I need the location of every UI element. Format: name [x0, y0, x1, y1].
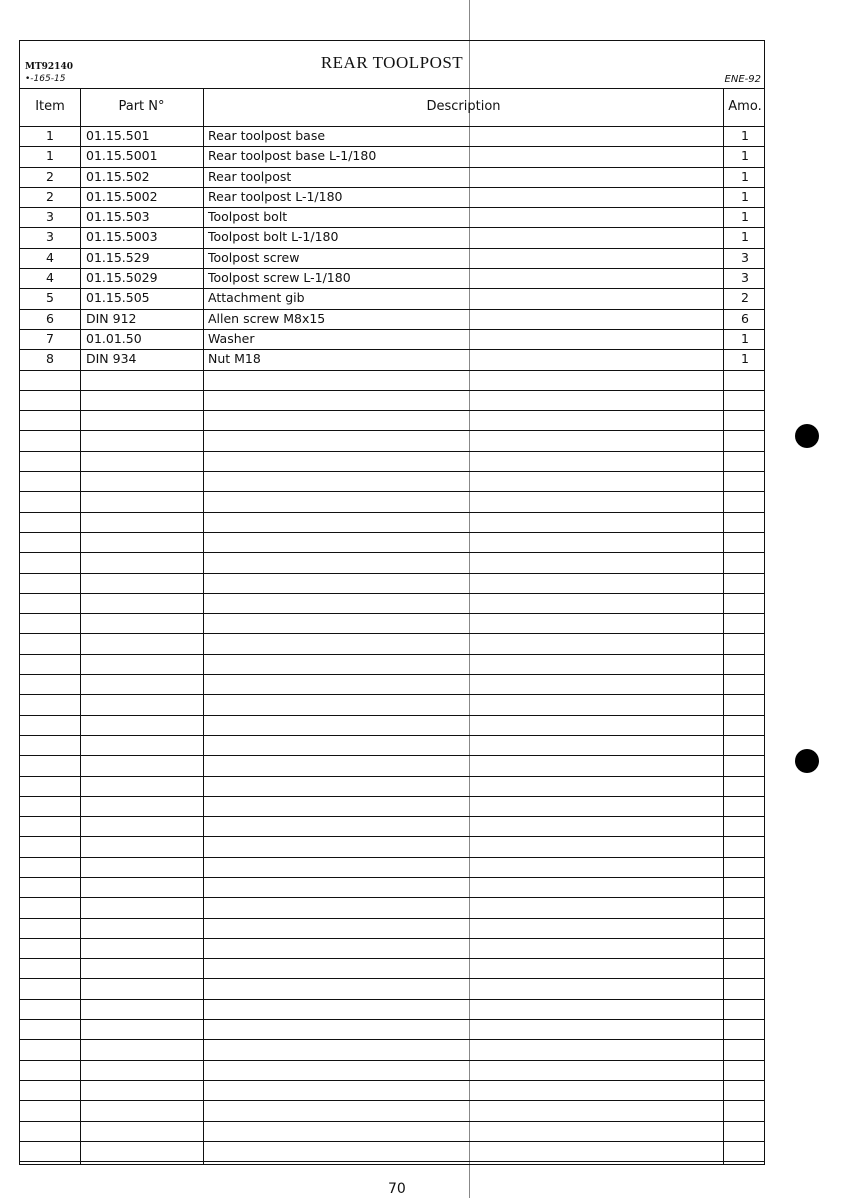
punch-hole: [795, 749, 819, 773]
empty-table-row: [20, 716, 764, 736]
empty-table-row: [20, 1020, 764, 1040]
empty-table-row: [20, 1040, 764, 1060]
empty-table-row: [20, 1122, 764, 1142]
column-header-row: [20, 89, 764, 127]
empty-table-row: [20, 614, 764, 634]
item-cell: 7: [46, 330, 54, 346]
part-number-cell: 01.15.529: [86, 249, 150, 265]
part-number-cell: 01.15.505: [86, 290, 150, 306]
table-row: [20, 208, 764, 228]
description-cell: Rear toolpost base: [208, 128, 326, 143]
empty-table-row: [20, 634, 764, 654]
empty-table-row: [20, 655, 764, 675]
description-cell: Toolpost screw L-1/180: [208, 270, 351, 286]
sheet-header: [20, 41, 764, 89]
empty-table-row: [20, 553, 764, 573]
empty-table-row: [20, 939, 764, 959]
description-cell: Rear toolpost L-1/180: [208, 188, 343, 204]
empty-table-row: [20, 858, 764, 878]
column-header-description: Description: [426, 99, 501, 114]
empty-table-row: [20, 492, 764, 512]
table-row: [20, 168, 764, 188]
empty-table-row: [20, 1081, 764, 1101]
table-row: [20, 249, 764, 269]
amount-cell: 1: [741, 330, 749, 346]
item-cell: 4: [46, 270, 54, 286]
drawing-code: MT92140: [25, 62, 73, 72]
description-cell: Attachment gib: [208, 290, 305, 306]
empty-table-row: [20, 594, 764, 614]
table-row: [20, 269, 764, 289]
part-number-cell: 01.15.5001: [86, 148, 158, 164]
empty-table-row: [20, 695, 764, 715]
amount-cell: 6: [741, 310, 749, 326]
empty-table-row: [20, 411, 764, 431]
item-cell: 2: [46, 168, 54, 184]
table-row: [20, 188, 764, 208]
empty-table-row: [20, 1000, 764, 1020]
column-header-amount: Amo.: [728, 99, 762, 114]
empty-table-row: [20, 959, 764, 979]
table-row: [20, 228, 764, 248]
item-cell: 1: [46, 148, 54, 164]
item-cell: 2: [46, 188, 54, 204]
empty-table-row: [20, 431, 764, 451]
table-row: [20, 147, 764, 167]
empty-table-row: [20, 1061, 764, 1081]
part-number-cell: 01.15.5029: [86, 270, 158, 286]
empty-table-row: [20, 675, 764, 695]
amount-cell: 1: [741, 128, 749, 143]
empty-table-row: [20, 736, 764, 756]
description-cell: Washer: [208, 330, 255, 346]
empty-table-row: [20, 777, 764, 797]
part-number-cell: DIN 912: [86, 310, 137, 326]
amount-cell: 1: [741, 229, 749, 245]
table-row: [20, 330, 764, 350]
table-row: [20, 350, 764, 370]
description-cell: Toolpost bolt: [208, 209, 288, 225]
empty-table-row: [20, 452, 764, 472]
empty-table-row: [20, 371, 764, 391]
amount-cell: 3: [741, 249, 749, 265]
table-row: [20, 310, 764, 330]
punch-hole: [795, 424, 819, 448]
empty-table-row: [20, 513, 764, 533]
amount-cell: 1: [741, 168, 749, 184]
empty-table-row: [20, 817, 764, 837]
empty-table-row: [20, 1101, 764, 1121]
item-cell: 1: [46, 128, 54, 143]
empty-table-row: [20, 472, 764, 492]
description-cell: Toolpost bolt L-1/180: [208, 229, 339, 245]
description-cell: Toolpost screw: [208, 249, 300, 265]
amount-cell: 2: [741, 290, 749, 306]
empty-table-row: [20, 919, 764, 939]
empty-table-row: [20, 979, 764, 999]
table-row: [20, 289, 764, 309]
empty-table-row: [20, 1142, 764, 1162]
amount-cell: 1: [741, 148, 749, 164]
description-cell: Rear toolpost base L-1/180: [208, 148, 377, 164]
description-cell: Nut M18: [208, 351, 261, 367]
empty-table-row: [20, 898, 764, 918]
table-row: [20, 127, 764, 147]
part-number-cell: 01.15.501: [86, 128, 150, 143]
item-cell: 4: [46, 249, 54, 265]
item-cell: 6: [46, 310, 54, 326]
column-header-part: Part N°: [118, 99, 165, 114]
item-cell: 5: [46, 290, 54, 306]
part-number-cell: 01.15.503: [86, 209, 150, 225]
part-number-cell: DIN 934: [86, 351, 137, 367]
empty-table-row: [20, 533, 764, 553]
item-cell: 3: [46, 229, 54, 245]
sheet-title: REAR TOOLPOST: [320, 53, 464, 72]
amount-cell: 3: [741, 270, 749, 286]
description-cell: Rear toolpost: [208, 168, 292, 184]
date-code: ENE-92: [724, 74, 761, 85]
amount-cell: 1: [741, 188, 749, 204]
reference-code: •-165-15: [25, 74, 66, 84]
empty-table-row: [20, 391, 764, 411]
item-cell: 3: [46, 209, 54, 225]
empty-table-row: [20, 574, 764, 594]
description-cell: Allen screw M8x15: [208, 310, 326, 326]
part-number-cell: 01.15.5003: [86, 229, 158, 245]
empty-table-row: [20, 878, 764, 898]
parts-list-sheet: [19, 40, 765, 1165]
amount-cell: 1: [741, 209, 749, 225]
item-cell: 8: [46, 351, 54, 367]
empty-table-row: [20, 756, 764, 776]
empty-table-row: [20, 837, 764, 857]
column-header-item: Item: [35, 99, 65, 114]
part-number-cell: 01.01.50: [86, 330, 142, 346]
parts-table-body: [20, 127, 764, 1162]
page-number: 70: [388, 1181, 406, 1197]
part-number-cell: 01.15.502: [86, 168, 150, 184]
amount-cell: 1: [741, 351, 749, 367]
part-number-cell: 01.15.5002: [86, 188, 158, 204]
empty-table-row: [20, 797, 764, 817]
